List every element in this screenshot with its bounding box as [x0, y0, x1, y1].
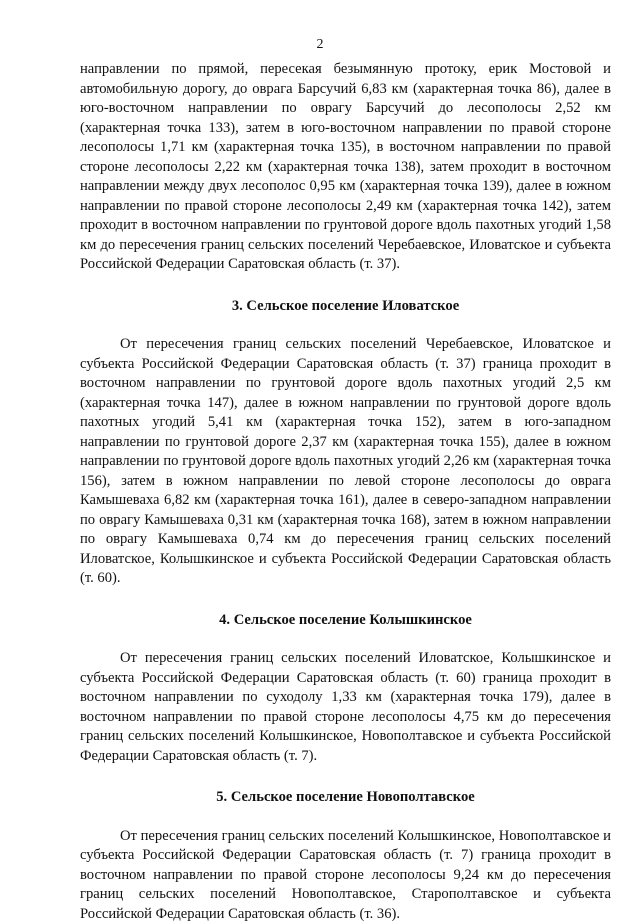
continuation-paragraph: направлении по прямой, пересекая безымянную протоку, ерик Мостовой и автомобильную дорогу, до оврага Барсучий 6,83 км (характерная точка 86), далее в юго-восточном направлении по оврагу Барсучий до лесополосы 2,52 км (характерная точка 133), затем в юго-восточном направлении по правой стороне лесополосы 1,71 км (характерная точка 135), в восточном направлении по правой стороне лесополосы 2,22 км (характерная точка 138), затем проходит в восточном направлении между двух лесополос 0,95 км (характерная точка 139), далее в южном направлении по правой стороне лесополосы 2,49 км (характерная точка 142), затем проходит в восточном направлении по грунтовой дороге вдоль пахотных угодий 1,58 км до пересечения границ сельских поселений Черебаевское, Иловатское и субъекта Российской Федерации Саратовская область (т. 37).: [80, 60, 611, 275]
section-3-heading: 3. Сельское поселение Иловатское: [80, 297, 611, 317]
document-body: [80, 60, 611, 924]
section-5-heading: 5. Сельское поселение Новополтавское: [80, 788, 611, 808]
section-5-paragraph: От пересечения границ сельских поселений Колышкинское, Новополтавское и субъекта Российской Федерации Саратовская область (т. 7) граница проходит в восточном направлении по правой стороне лесополосы 9,24 км до пересечения границ сельских поселений Новополтавское, Старополтавское и субъекта Российской Федерации Саратовская область (т. 36).: [80, 827, 611, 924]
section-4-paragraph: От пересечения границ сельских поселений Иловатское, Колышкинское и субъекта Российской Федерации Саратовская область (т. 60) граница проходит в восточном направлении по суходолу 1,33 км (характерная точка 179), далее в восточном направлении по правой стороне лесополосы 4,75 км до пересечения границ сельских поселений Колышкинское, Новополтавское и субъекта Российской Федерации Саратовская область (т. 7).: [80, 649, 611, 766]
section-3-paragraph: От пересечения границ сельских поселений Черебаевское, Иловатское и субъекта Российской Федерации Саратовская область (т. 37) граница проходит в восточном направлении по грунтовой дороге вдоль пахотных угодий 2,5 км (характерная точка 147), далее в южном направлении по грунтовой дороге вдоль пахотных угодий 5,41 км (характерная точка 152), затем в юго-западном направлении по грунтовой дороге 2,37 км (характерная точка 155), далее в южном направлении по грунтовой дороге вдоль пахотных угодий 2,26 км (характерная точка 156), затем в южном направлении по левой стороне лесополосы до оврага Камышеваха 6,82 км (характерная точка 161), далее в северо-западном направлении по оврагу Камышеваха 0,31 км (характерная точка 168), затем в южном направлении по оврагу Камышеваха 0,74 км до пересечения границ сельских поселений Иловатское, Колышкинское и субъекта Российской Федерации Саратовская область (т. 60).: [80, 335, 611, 589]
page-number: 2: [0, 36, 640, 54]
section-4-heading: 4. Сельское поселение Колышкинское: [80, 611, 611, 631]
